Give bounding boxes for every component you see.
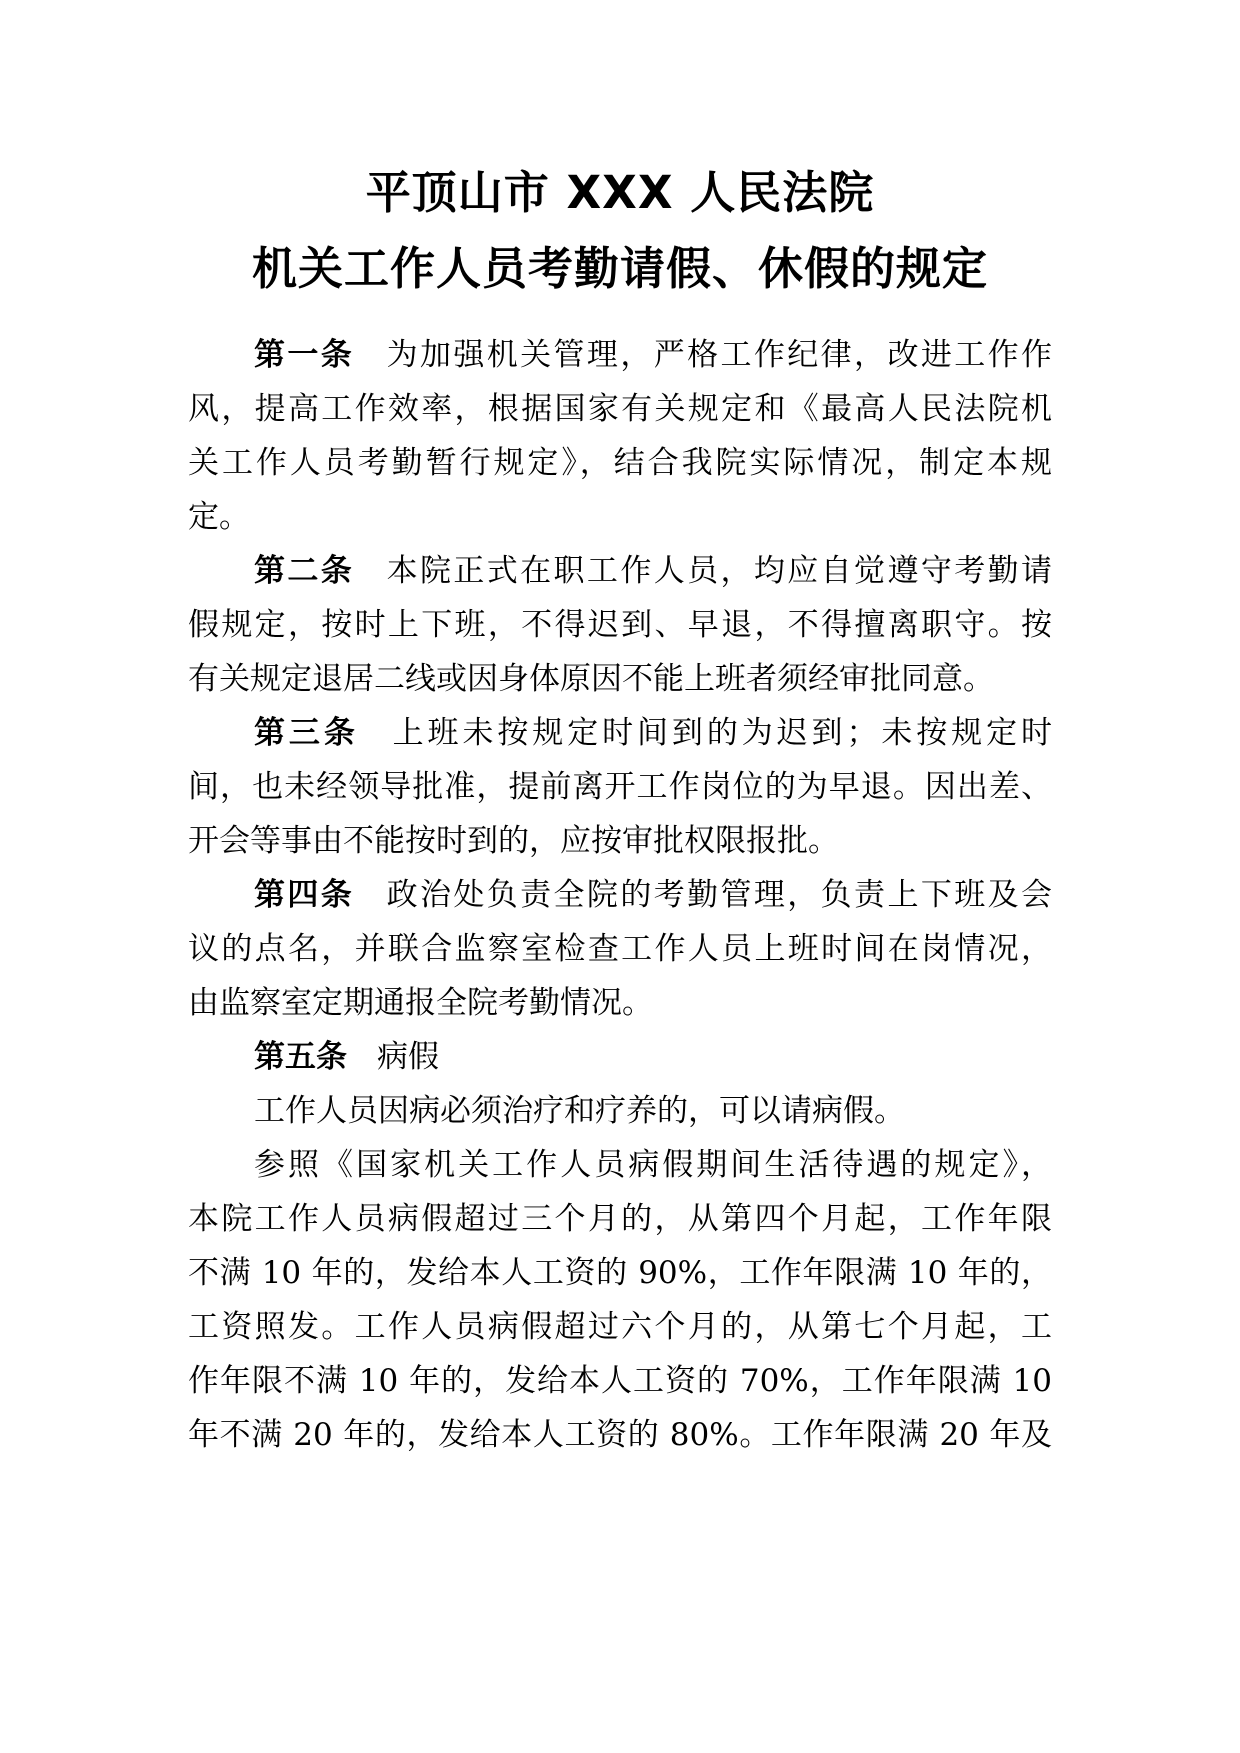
document-title-line-1: 平顶山市 XXX 人民法院 [365,166,875,219]
paragraph-line: 本院工作人员病假超过三个月的，从第四个月起，工作年限 [188,1201,1052,1237]
article-1-heading: 第一条 [254,337,355,373]
article-2-text: 本院正式在职工作人员，均应自觉遵守考勤请 [384,553,1053,589]
paragraph-line: 作年限不满 10 年的，发给本人工资的 70%，工作年限满 10 [188,1363,1052,1399]
article-1-line: 定。 [188,499,250,535]
article-2-first-line [254,546,1052,596]
paragraph-line: 年不满 20 年的，发给本人工资的 80%。工作年限满 20 年及 [188,1417,1052,1453]
article-2-heading: 第二条 [254,553,355,589]
article-3-line: 间，也未经领导批准，提前离开工作岗位的为早退。因出差、 [188,769,1052,805]
article-5-heading: 第五条 [254,1039,347,1075]
paragraph-line: 工资照发。工作人员病假超过六个月的，从第七个月起，工 [188,1309,1052,1345]
article-4-line: 由监察室定期通报全院考勤情况。 [188,985,653,1021]
article-1-text: 为加强机关管理，严格工作纪律，改进工作作 [384,337,1053,373]
paragraph-line: 不满 10 年的，发给本人工资的 90%，工作年限满 10 年的， [188,1255,1052,1291]
article-2-line: 假规定，按时上下班，不得迟到、早退，不得擅离职守。按 [188,607,1052,643]
paragraph-line: 工作人员因病必须治疗和疗养的，可以请病假。 [254,1093,905,1129]
article-3-line: 开会等事由不能按时到的，应按审批权限报批。 [188,823,839,859]
paragraph-line: 参照《国家机关工作人员病假期间生活待遇的规定》， [254,1147,1052,1183]
article-1-first-line [254,330,1052,380]
article-5-first-line [254,1032,1052,1082]
article-4-heading: 第四条 [254,877,355,913]
article-3-heading: 第三条 [254,715,359,751]
article-4-line: 议的点名，并联合监察室检查工作人员上班时间在岗情况， [188,931,1052,967]
article-2-line: 有关规定退居二线或因身体原因不能上班者须经审批同意。 [188,661,994,697]
article-1-line: 风，提高工作效率，根据国家有关规定和《最高人民法院机 [188,391,1052,427]
article-1-line: 关工作人员考勤暂行规定》，结合我院实际情况，制定本规 [188,445,1052,481]
document-title-line-2: 机关工作人员考勤请假、休假的规定 [251,242,988,295]
article-4-first-line [254,870,1052,920]
article-5-text: 病假 [377,1039,439,1075]
article-3-first-line [254,708,1052,758]
article-4-text: 政治处负责全院的考勤管理，负责上下班及会 [384,877,1053,913]
article-3-text: 上班未按规定时间到的为迟到；未按规定时 [388,715,1053,751]
